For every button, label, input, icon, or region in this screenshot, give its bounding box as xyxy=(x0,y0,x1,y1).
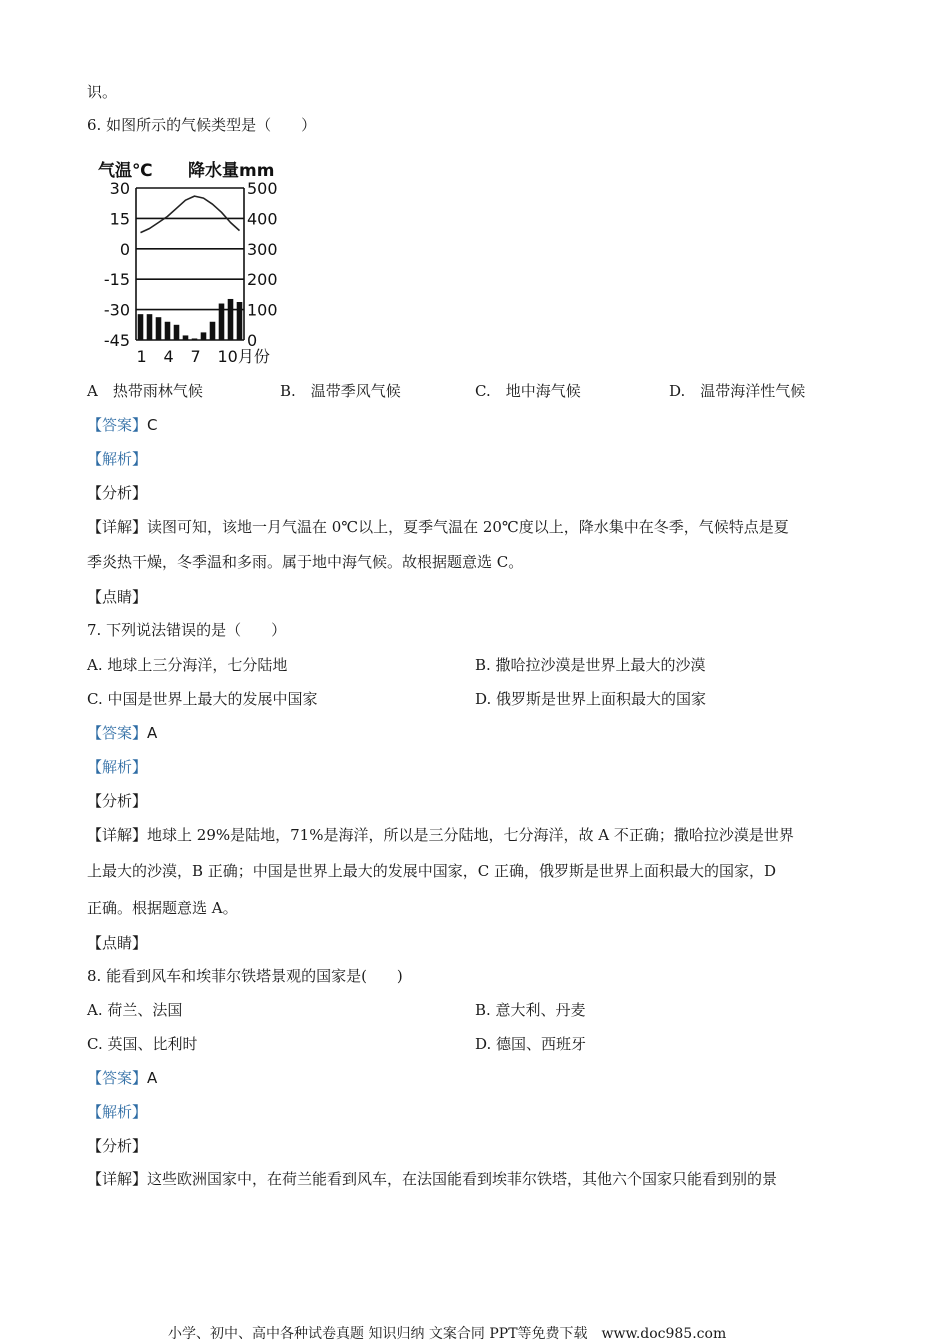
q7-option-c: C. 中国是世界上最大的发展中国家 xyxy=(87,690,318,708)
precip-bar xyxy=(174,325,180,340)
temp-tick-label: 15 xyxy=(109,209,130,229)
precip-bar xyxy=(228,299,234,340)
q8-option-d: D. 德国、西班牙 xyxy=(475,1035,587,1053)
q6-option-a: A 热带雨林气候 xyxy=(87,382,203,400)
precip-bar xyxy=(183,335,189,340)
q8-option-c: C. 英国、比利时 xyxy=(87,1035,198,1053)
precip-bar xyxy=(165,322,171,340)
q7-detail-line2: 上最大的沙漠，B 正确；中国是世界上最大的发展中国家，C 正确，俄罗斯是世界上面积最大的国家，D xyxy=(87,862,777,880)
q8-option-b: B. 意大利、丹麦 xyxy=(475,1001,586,1019)
temp-axis-label: 气温℃ xyxy=(98,161,153,181)
q8-question: 8. 能看到风车和埃菲尔铁塔景观的国家是( ) xyxy=(87,967,403,985)
precip-bar xyxy=(219,304,225,340)
climate-chart xyxy=(96,152,286,367)
precip-tick-label: 400 xyxy=(247,209,278,229)
detail-text: 读图可知，该地一月气温在 0℃以上，夏季气温在 20℃度以上，降水集中在冬季，气候特点是夏 xyxy=(147,518,789,536)
precip-bar xyxy=(138,314,144,340)
detail-tag: 【详解】 xyxy=(87,518,148,536)
q8-jiexi: 【解析】 xyxy=(87,1103,148,1121)
month-tick-label: 1 xyxy=(136,347,147,366)
temp-tick-label: 30 xyxy=(109,179,130,198)
temp-tick-label: -45 xyxy=(103,331,130,350)
q8-option-a: A. 荷兰、法国 xyxy=(87,1001,183,1019)
precip-tick-label: 100 xyxy=(247,300,278,320)
q8-detail-line1 xyxy=(87,1169,777,1189)
answer-value: C xyxy=(147,416,158,434)
precip-bar xyxy=(147,314,153,340)
q6-fenxi: 【分析】 xyxy=(87,484,148,502)
previous-text-tail: 识。 xyxy=(87,83,118,101)
month-tick-label: 4 xyxy=(163,347,174,366)
precip-bar xyxy=(210,322,216,340)
answer-tag: 【答案】 xyxy=(87,416,148,434)
q6-option-d: D. 温带海洋性气候 xyxy=(669,382,806,400)
q6-detail-line2: 季炎热干燥，冬季温和多雨。属于地中海气候。故根据题意选 C。 xyxy=(87,553,524,571)
precip-bar xyxy=(237,302,243,340)
precip-tick-label: 500 xyxy=(247,179,278,198)
precip-tick-label: 0 xyxy=(247,331,258,350)
answer-tag: 【答案】 xyxy=(87,1069,148,1087)
q6-answer xyxy=(87,415,158,435)
q6-option-c: C. 地中海气候 xyxy=(475,382,581,400)
q7-option-a: A. 地球上三分海洋，七分陆地 xyxy=(87,656,288,674)
q6-dianjing: 【点睛】 xyxy=(87,588,148,606)
precip-bar xyxy=(201,332,207,340)
answer-value: A xyxy=(147,724,158,742)
temp-tick-label: -15 xyxy=(103,270,130,290)
precip-tick-label: 200 xyxy=(247,270,278,290)
footer-text: 小学、初中、高中各种试卷真题 知识归纳 文案合同 PPT等免费下载 www.doc985.com xyxy=(168,1326,727,1342)
answer-value: A xyxy=(147,1069,158,1087)
q7-dianjing: 【点睛】 xyxy=(87,934,148,952)
detail-tag: 【详解】 xyxy=(87,826,148,844)
precip-bar xyxy=(156,317,162,340)
q6-question: 6. 如图所示的气候类型是（ ） xyxy=(87,116,317,134)
q6-option-b: B. 温带季风气候 xyxy=(280,382,401,400)
q7-jiexi: 【解析】 xyxy=(87,758,148,776)
month-tick-label: 10月份 xyxy=(217,347,270,366)
answer-tag: 【答案】 xyxy=(87,724,148,742)
q7-detail-line1 xyxy=(87,825,794,845)
q8-answer xyxy=(87,1068,157,1088)
precip-tick-label: 300 xyxy=(247,239,278,259)
q7-detail-line3: 正确。根据题意选 A。 xyxy=(87,899,238,917)
q7-question: 7. 下列说法错误的是（ ） xyxy=(87,621,287,639)
q7-option-b: B. 撒哈拉沙漠是世界上最大的沙漠 xyxy=(475,656,706,674)
q7-fenxi: 【分析】 xyxy=(87,792,148,810)
q8-fenxi: 【分析】 xyxy=(87,1137,148,1155)
q6-jiexi: 【解析】 xyxy=(87,450,148,468)
month-tick-label: 7 xyxy=(190,347,201,366)
temperature-line xyxy=(141,196,240,233)
detail-text: 这些欧洲国家中，在荷兰能看到风车，在法国能看到埃菲尔铁塔，其他六个国家只能看到别的景 xyxy=(147,1170,778,1188)
precip-axis-label: 降水量mm xyxy=(188,161,275,181)
q7-answer xyxy=(87,723,157,743)
detail-text: 地球上 29%是陆地，71%是海洋，所以是三分陆地，七分海洋，故 A 不正确；撒哈拉沙漠是世界 xyxy=(147,826,794,844)
q6-detail-line1 xyxy=(87,517,789,537)
precip-bar xyxy=(192,338,198,340)
temp-tick-label: 0 xyxy=(119,239,130,259)
q7-option-d: D. 俄罗斯是世界上面积最大的国家 xyxy=(475,690,707,708)
detail-tag: 【详解】 xyxy=(87,1170,148,1188)
temp-tick-label: -30 xyxy=(103,300,130,320)
